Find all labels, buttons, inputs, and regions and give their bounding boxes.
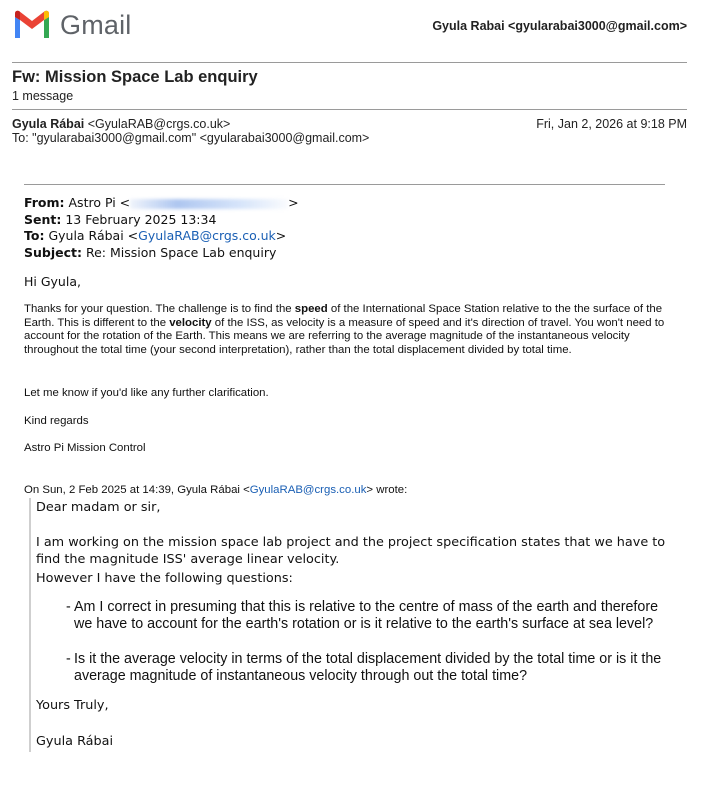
sent-label: Sent: <box>24 212 62 227</box>
gmail-header <box>12 8 687 48</box>
redacted-email <box>130 199 288 209</box>
to-suffix: > <box>275 228 287 243</box>
gmail-logo-text: Gmail <box>60 10 132 40</box>
signature-line: Astro Pi Mission Control <box>24 442 146 454</box>
quote-questions-intro: However I have the following questions: <box>36 571 293 586</box>
question-text: Is it the average velocity in terms of the total displacement divided by the total time or is it the average magnitude of instantaneous velocity through out the total time? <box>74 651 662 684</box>
divider <box>12 62 687 63</box>
thread-subject: Fw: Mission Space Lab enquiry <box>12 68 258 86</box>
quote-email-link[interactable]: GyulaRAB@crgs.co.uk <box>249 484 367 496</box>
sender-name: Gyula Rábai <box>12 117 85 131</box>
quote-paragraph: I am working on the mission space lab project and the project specification states that we have to find the magnitude ISS' average linear velocity. <box>36 535 666 567</box>
regards-line: Kind regards <box>24 415 89 427</box>
bullet-dash: - <box>66 651 71 667</box>
from-suffix: > <box>288 195 299 210</box>
account-label: Gyula Rabai <gyularabai3000@gmail.com> <box>432 19 687 33</box>
forward-sent <box>24 212 216 227</box>
quote-intro: On Sun, 2 Feb 2025 at 14:39, Gyula Rábai <GyulaRAB@crgs.co.uk> wrote: <box>24 484 408 496</box>
subject-label: Subject: <box>24 245 82 260</box>
quote-salutation: Dear madam or sir, <box>36 500 161 515</box>
message-count: 1 message <box>12 89 74 103</box>
bullet-dash: - <box>66 599 71 615</box>
question-item <box>66 599 676 633</box>
gmail-logo-icon <box>12 8 52 40</box>
to-label: To: <box>24 228 45 243</box>
quote-name: Gyula Rábai <box>36 734 114 749</box>
emphasis-velocity: velocity <box>169 316 212 329</box>
from-label: From: <box>24 195 65 210</box>
divider <box>12 109 687 110</box>
forward-from <box>24 195 299 210</box>
forward-subject <box>24 245 276 260</box>
subject-value: Re: Mission Space Lab enquiry <box>85 245 277 260</box>
from-value: Astro Pi < <box>68 195 131 210</box>
reply-paragraph: Thanks for your question. The challenge is to find the speed of the International Space Station relative to the the surface of the Earth. This is different to the velocity of the ISS, as velocity is a measure of speed and it's direction of travel. You won't need to account for the rotation of the Earth. This means we are referring to the average magnitude of the instantaneous velocity throughout the total time (your second interpretation), rather than the total displacement divided by total time. <box>24 303 665 356</box>
to-email-link[interactable]: GyulaRAB@crgs.co.uk <box>138 228 276 243</box>
sent-value: 13 February 2025 13:34 <box>65 212 217 227</box>
greeting: Hi Gyula, <box>24 274 81 289</box>
quote-bar <box>29 498 31 752</box>
sender-email: <GyulaRAB@crgs.co.uk> <box>87 117 231 131</box>
forward-divider <box>24 184 665 185</box>
clarification-line: Let me know if you'd like any further clarification. <box>24 387 269 399</box>
message-date: Fri, Jan 2, 2026 at 9:18 PM <box>536 117 687 131</box>
quote-closing: Yours Truly, <box>36 698 109 713</box>
question-text: Am I correct in presuming that this is relative to the centre of mass of the earth and therefore we have to account for the earth's rotation or is it relative to the earth's surface at sea level? <box>74 599 659 632</box>
sender-line <box>12 117 230 131</box>
emphasis-speed: speed <box>294 303 328 315</box>
forward-to <box>24 228 286 243</box>
question-item <box>66 651 676 685</box>
recipient-line: To: "gyularabai3000@gmail.com" <gyularabai3000@gmail.com> <box>12 131 370 145</box>
to-name: Gyula Rábai < <box>48 228 139 243</box>
